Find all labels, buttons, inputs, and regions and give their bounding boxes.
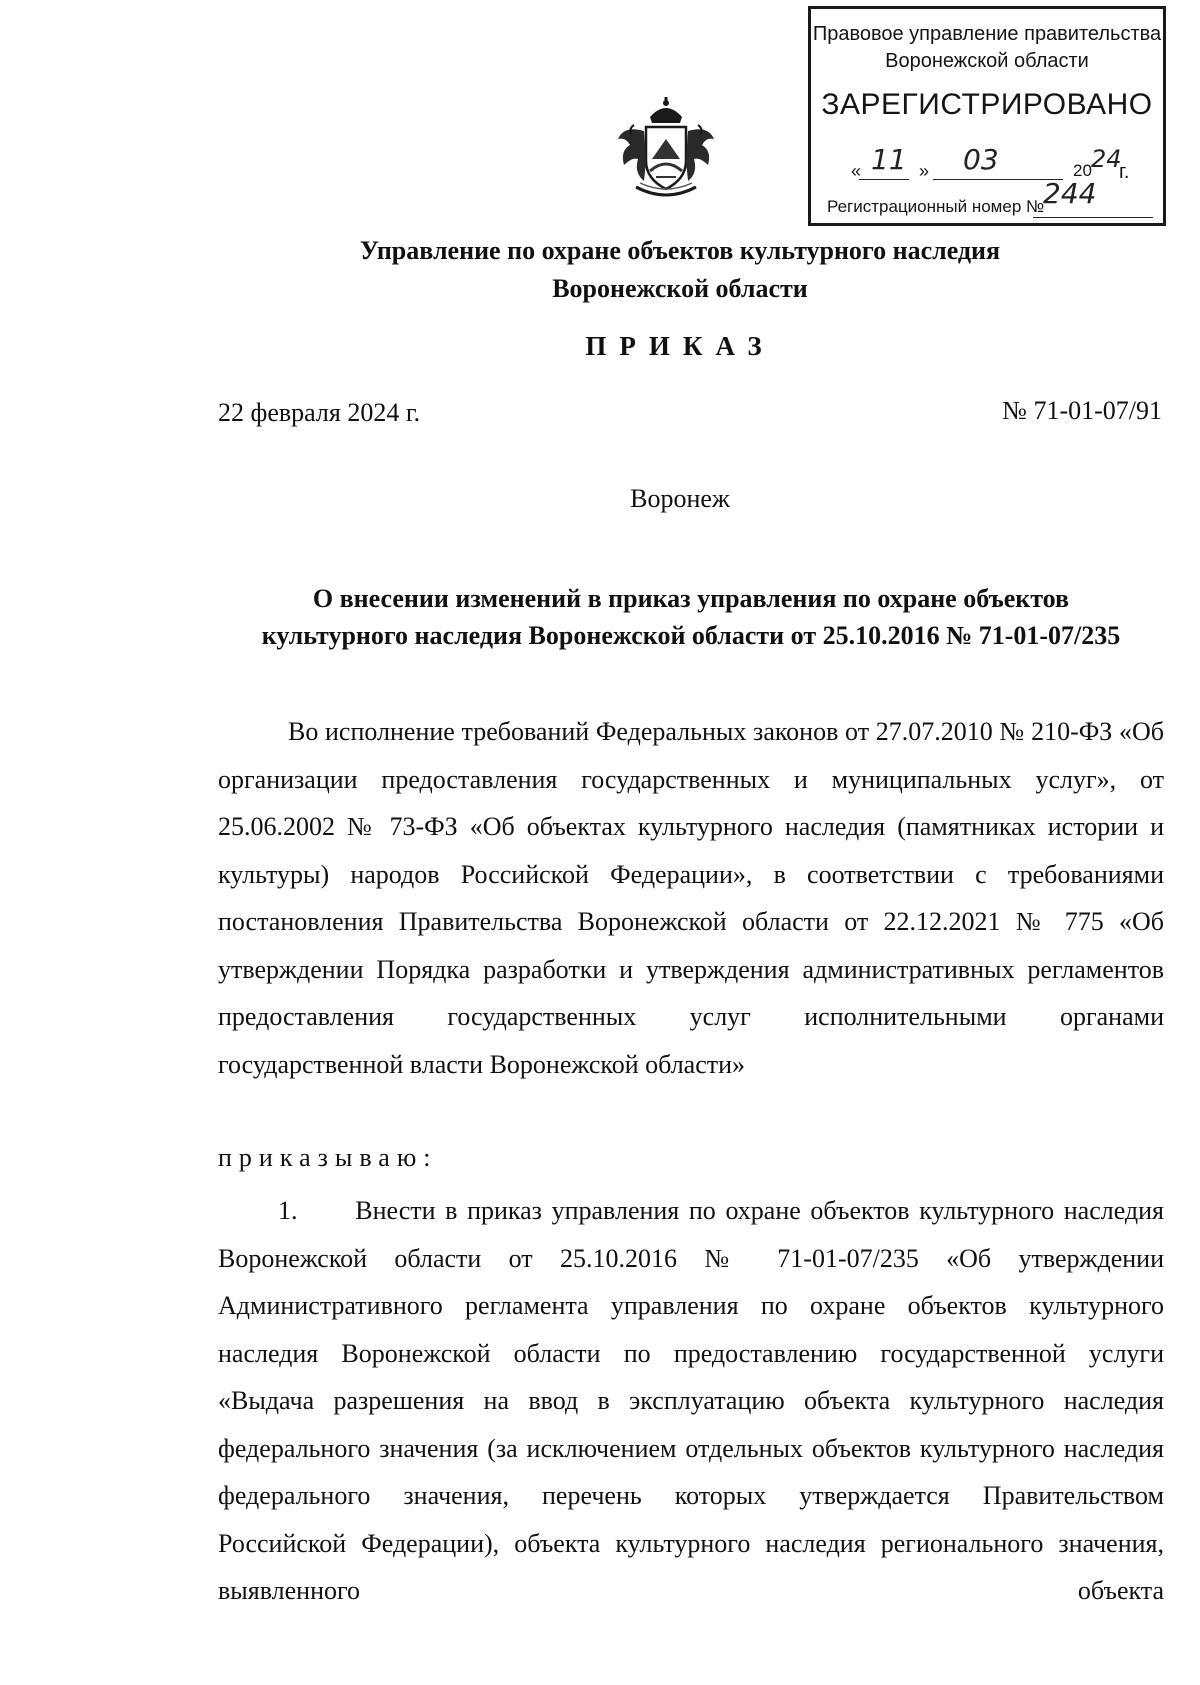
stamp-department — [811, 21, 1163, 75]
stamp-reg-label: Регистрационный номер № — [827, 197, 1045, 216]
stamp-quote-open: « — [851, 161, 862, 181]
stamp-quote-close: » — [919, 161, 930, 181]
stamp-year-prefix: 20 — [1073, 161, 1092, 180]
order-number: № 71-01-07/91 — [1002, 396, 1162, 425]
stamp-date — [851, 143, 1151, 183]
organization-title-line1: Управление по охране объектов культурного наследия — [359, 236, 1001, 265]
order-item-1 — [218, 1187, 1164, 1615]
voronezh-coat-of-arms-icon — [610, 95, 722, 203]
order-item-1-number: 1. — [278, 1196, 298, 1225]
stamp-year-unit: г. — [1119, 161, 1130, 183]
order-subject-line2: культурного наследия Воронежской области от 25.10.2016 № 71-01-07/235 — [261, 621, 1121, 650]
preamble-paragraph: Во исполнение требований Федеральных законов от 27.07.2010 № 210-ФЗ «Об организации предоставления государственных и муниципальных услуг», от 25.06.2002 № 73-ФЗ «Об объектах культурного наследия (памятниках истории и культуры) народов Российской Федерации», в соответствии с требованиями постановления Правительства Воронежской области от 22.12.2021 № 775 «Об утверждении Порядка разработки и утверждения административных регламентов предоставления государственных услуг исполнительными органами государственной власти Воронежской области» — [218, 717, 1164, 1079]
stamp-department-line1: Правовое управление правительства — [812, 23, 1162, 45]
stamp-year-suffix: 24 — [1091, 145, 1122, 173]
stamp-reg-number: 244 — [1043, 177, 1097, 210]
order-item-1-text: Внести в приказ управления по охране объектов культурного наследия Воронежской области от 25.10.2016 № 71-01-07/235 «Об утверждении Административного регламента управления по охране объектов культурного наследия Воронежской области по предоставлению государственной услуги «Выдача разрешения на ввод в эксплуатацию объекта культурного наследия федерального значения (за исключением отдельных объектов культурного наследия федерального значения, перечень которых утверждается Правительством Российской Федерации), объекта культурного наследия регионального значения, выявленного объекта — [218, 1196, 1165, 1605]
stamp-title: ЗАРЕГИСТРИРОВАНО — [821, 88, 1153, 121]
organization-title-line2: Воронежской области — [552, 274, 808, 303]
registration-stamp — [808, 6, 1166, 226]
order-verb: приказываю: — [218, 1143, 438, 1172]
stamp-department-line2: Воронежской области — [885, 50, 1089, 72]
stamp-month: 03 — [963, 143, 999, 176]
order-subject — [218, 580, 1164, 654]
organization-title — [200, 232, 1160, 308]
stamp-day: 11 — [871, 143, 907, 176]
stamp-registration — [827, 177, 1157, 219]
document-type: ПРИКАЗ — [585, 331, 775, 361]
order-date: 22 февраля 2024 г. — [218, 398, 421, 427]
order-city: Воронеж — [630, 484, 730, 513]
order-subject-line1: О внесении изменений в приказ управления по охране объектов — [312, 584, 1070, 613]
